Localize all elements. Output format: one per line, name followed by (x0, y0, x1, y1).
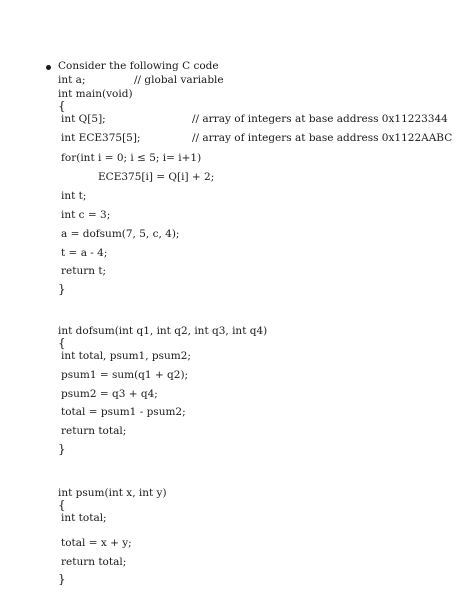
main-return: return t; (61, 265, 107, 277)
for-body: ECE375[i] = Q[i] + 2; (98, 171, 215, 183)
psum2-assign: psum2 = q3 + q4; (61, 388, 158, 400)
main-open-brace: { (58, 99, 66, 113)
psum-return: return total; (61, 556, 127, 568)
global-comment: // global variable (134, 74, 224, 86)
psum-decl: int total; (61, 512, 107, 524)
q-comment: // array of integers at base address 0x11223344 (192, 113, 448, 125)
for-statement: for(int i = 0; i ≤ 5; i= i+1) (61, 152, 202, 164)
psum-total-assign: total = x + y; (61, 537, 132, 549)
a-assign: a = dofsum(7, 5, c, 4); (61, 228, 180, 240)
dofsum-return: return total; (61, 425, 127, 437)
dofsum-decl: int total, psum1, psum2; (61, 350, 191, 362)
global-decl: int a; (58, 74, 86, 86)
dofsum-open-brace: { (58, 336, 66, 350)
bullet-marker (46, 65, 51, 70)
dofsum-signature: int dofsum(int q1, int q2, int q3, int q4) (58, 325, 268, 337)
c-decl: int c = 3; (61, 209, 111, 221)
ece-comment: // array of integers at base address 0x1122AABC (192, 132, 453, 144)
psum1-assign: psum1 = sum(q1 + q2); (61, 369, 189, 381)
t-assign: t = a - 4; (61, 247, 108, 259)
main-signature: int main(void) (58, 88, 133, 100)
psum-signature: int psum(int x, int y) (58, 487, 167, 499)
intro-heading: Consider the following C code (58, 60, 219, 72)
main-close-brace: } (58, 282, 66, 296)
t-decl: int t; (61, 190, 87, 202)
q-decl: int Q[5]; (61, 113, 106, 125)
psum-open-brace: { (58, 498, 66, 512)
dofsum-close-brace: } (58, 442, 66, 456)
psum-close-brace: } (58, 572, 66, 586)
total-assign: total = psum1 - psum2; (61, 406, 186, 418)
ece-decl: int ECE375[5]; (61, 132, 141, 144)
